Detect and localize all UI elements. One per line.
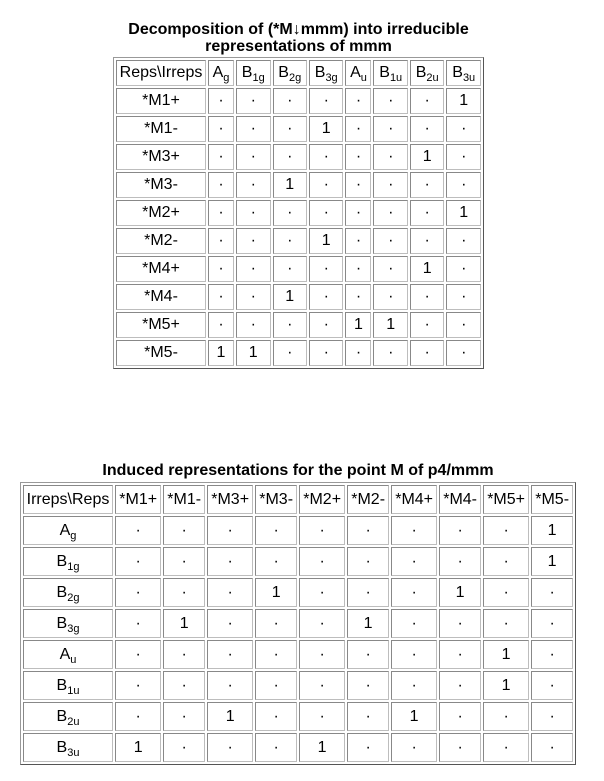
- row-label: [23, 609, 113, 638]
- irrep-subscript: g: [70, 529, 77, 542]
- table-cell: ·: [236, 284, 270, 310]
- table-cell: ·: [373, 144, 407, 170]
- table-cell: 1: [446, 200, 481, 226]
- column-header: [236, 60, 270, 86]
- irrep-base: B: [56, 738, 68, 756]
- irrep-base: A: [212, 64, 224, 81]
- table-cell: ·: [410, 172, 444, 198]
- table-cell: ·: [273, 116, 307, 142]
- table-cell: ·: [345, 200, 371, 226]
- table-cell: ·: [299, 671, 345, 700]
- table-cell: ·: [446, 256, 481, 282]
- table-cell: ·: [345, 172, 371, 198]
- table-cell: ·: [483, 547, 529, 576]
- table-cell: ·: [347, 733, 389, 762]
- table-cell: ·: [273, 144, 307, 170]
- table-cell: ·: [483, 702, 529, 731]
- table-cell: ·: [299, 609, 345, 638]
- table-cell: 1: [345, 312, 371, 338]
- table-row: [23, 702, 573, 731]
- table-cell: 1: [207, 702, 253, 731]
- table-cell: 1: [115, 733, 161, 762]
- table-cell: ·: [309, 88, 343, 114]
- table-cell: ·: [255, 516, 297, 545]
- table-cell: ·: [208, 312, 234, 338]
- table-cell: ·: [208, 116, 234, 142]
- table-cell: ·: [531, 733, 573, 762]
- table-cell: ·: [446, 228, 481, 254]
- table-cell: ·: [207, 733, 253, 762]
- table-cell: 1: [299, 733, 345, 762]
- row-label: *M5+: [116, 312, 206, 338]
- table-cell: ·: [309, 172, 343, 198]
- column-header: [309, 60, 343, 86]
- column-header: [208, 60, 234, 86]
- table-cell: ·: [309, 144, 343, 170]
- column-header: *M3+: [207, 485, 253, 514]
- table-cell: ·: [446, 144, 481, 170]
- table-cell: ·: [163, 578, 205, 607]
- table-header-row: [116, 60, 481, 86]
- table-cell: ·: [309, 200, 343, 226]
- table-row: [23, 516, 573, 545]
- table-cell: 1: [163, 609, 205, 638]
- column-header: *M3-: [255, 485, 297, 514]
- table-cell: ·: [483, 578, 529, 607]
- table-cell: ·: [236, 312, 270, 338]
- row-label: *M3-: [116, 172, 206, 198]
- table-cell: ·: [115, 702, 161, 731]
- row-label: *M1-: [116, 116, 206, 142]
- table-cell: ·: [208, 228, 234, 254]
- column-header: *M4-: [439, 485, 481, 514]
- table-cell: ·: [115, 609, 161, 638]
- table-cell: ·: [439, 702, 481, 731]
- table-cell: ·: [207, 609, 253, 638]
- table-cell: ·: [347, 702, 389, 731]
- table-row: [23, 547, 573, 576]
- table-cell: ·: [439, 547, 481, 576]
- row-label: *M4+: [116, 256, 206, 282]
- table-cell: ·: [207, 516, 253, 545]
- table-cell: ·: [531, 578, 573, 607]
- table-row: [116, 144, 481, 170]
- table-cell: ·: [208, 172, 234, 198]
- table-cell: ·: [115, 547, 161, 576]
- table-cell: 1: [410, 256, 444, 282]
- irrep-base: B: [56, 583, 68, 601]
- table-cell: 1: [410, 144, 444, 170]
- table-cell: ·: [483, 733, 529, 762]
- table-cell: 1: [309, 116, 343, 142]
- table-cell: ·: [208, 284, 234, 310]
- table-cell: ·: [446, 284, 481, 310]
- table-row: [116, 284, 481, 310]
- table-cell: ·: [391, 578, 437, 607]
- irrep-subscript: 2u: [67, 715, 80, 728]
- table-cell: ·: [236, 116, 270, 142]
- table-cell: ·: [347, 516, 389, 545]
- table-cell: ·: [163, 640, 205, 669]
- table-cell: 1: [309, 228, 343, 254]
- table-cell: ·: [531, 702, 573, 731]
- irrep-base: A: [59, 645, 71, 663]
- table-cell: ·: [207, 578, 253, 607]
- table-header-row: [23, 485, 573, 514]
- irrep-base: A: [350, 64, 361, 81]
- row-label: *M1+: [116, 88, 206, 114]
- irrep-subscript: 3g: [325, 72, 338, 84]
- column-header: *M5-: [531, 485, 573, 514]
- table-cell: 1: [347, 609, 389, 638]
- table-cell: ·: [410, 340, 444, 366]
- row-label: *M2-: [116, 228, 206, 254]
- table-row: [23, 671, 573, 700]
- table-cell: ·: [410, 284, 444, 310]
- table-cell: ·: [439, 671, 481, 700]
- table-cell: ·: [347, 578, 389, 607]
- irrep-base: B: [314, 64, 326, 81]
- table-cell: 1: [255, 578, 297, 607]
- table-row: [23, 640, 573, 669]
- irrep-subscript: g: [223, 72, 230, 84]
- table-cell: ·: [373, 284, 407, 310]
- table-cell: ·: [345, 284, 371, 310]
- row-label: [23, 547, 113, 576]
- irrep-base: B: [415, 64, 427, 81]
- table-cell: ·: [115, 516, 161, 545]
- table-cell: ·: [446, 340, 481, 366]
- table-cell: ·: [273, 200, 307, 226]
- column-header: [273, 60, 307, 86]
- table-cell: 1: [531, 547, 573, 576]
- table-cell: ·: [207, 640, 253, 669]
- table-cell: ·: [373, 256, 407, 282]
- induced-representations-table: [20, 482, 576, 765]
- table-cell: 1: [236, 340, 270, 366]
- row-label: [23, 671, 113, 700]
- table-cell: ·: [391, 733, 437, 762]
- table-cell: ·: [391, 516, 437, 545]
- irrep-subscript: u: [360, 72, 367, 84]
- irrep-subscript: 1g: [67, 560, 80, 573]
- table-cell: ·: [439, 609, 481, 638]
- table-cell: ·: [299, 640, 345, 669]
- table-cell: ·: [309, 312, 343, 338]
- irrep-subscript: 1g: [252, 72, 265, 84]
- table-row: [116, 116, 481, 142]
- table-cell: ·: [410, 228, 444, 254]
- table-cell: ·: [531, 671, 573, 700]
- decomposition-title-line2: representations of mmm: [205, 38, 392, 55]
- table-cell: 1: [483, 640, 529, 669]
- table-cell: ·: [299, 702, 345, 731]
- table-cell: ·: [439, 640, 481, 669]
- irrep-subscript: 3u: [67, 746, 80, 759]
- table-cell: ·: [236, 172, 270, 198]
- table-cell: ·: [309, 284, 343, 310]
- irrep-subscript: 2u: [426, 72, 439, 84]
- table-cell: 1: [439, 578, 481, 607]
- table-cell: ·: [347, 547, 389, 576]
- table-cell: ·: [115, 671, 161, 700]
- table-row: [23, 609, 573, 638]
- table-cell: ·: [163, 547, 205, 576]
- table-cell: ·: [531, 640, 573, 669]
- table-cell: ·: [373, 88, 407, 114]
- column-header: [345, 60, 371, 86]
- table-cell: ·: [373, 228, 407, 254]
- table-row: [23, 578, 573, 607]
- table-cell: ·: [345, 144, 371, 170]
- column-header: [446, 60, 481, 86]
- table-row: [116, 200, 481, 226]
- irrep-subscript: 3u: [462, 72, 476, 84]
- column-header: *M1+: [115, 485, 161, 514]
- table-cell: ·: [236, 144, 270, 170]
- table-cell: ·: [309, 256, 343, 282]
- table-cell: 1: [391, 702, 437, 731]
- table-row: [116, 228, 481, 254]
- row-label: *M2+: [116, 200, 206, 226]
- table-cell: ·: [208, 88, 234, 114]
- row-label: [23, 702, 113, 731]
- row-label: *M3+: [116, 144, 206, 170]
- table-cell: ·: [207, 671, 253, 700]
- column-header: *M4+: [391, 485, 437, 514]
- table-cell: ·: [273, 340, 307, 366]
- table-cell: ·: [446, 312, 481, 338]
- column-header: [410, 60, 444, 86]
- irrep-base: B: [56, 707, 68, 725]
- table-cell: ·: [255, 702, 297, 731]
- table-cell: ·: [391, 547, 437, 576]
- irrep-base: B: [278, 64, 289, 81]
- column-header: *M2-: [347, 485, 389, 514]
- table-cell: ·: [483, 609, 529, 638]
- irrep-subscript: 2g: [288, 72, 302, 84]
- table-cell: ·: [299, 578, 345, 607]
- table-cell: ·: [347, 671, 389, 700]
- table-cell: ·: [446, 116, 481, 142]
- table-row: [116, 172, 481, 198]
- table-cell: ·: [345, 88, 371, 114]
- row-label: *M5-: [116, 340, 206, 366]
- table-cell: ·: [273, 88, 307, 114]
- table-cell: ·: [410, 116, 444, 142]
- table-cell: 1: [273, 172, 307, 198]
- table-cell: ·: [299, 547, 345, 576]
- irrep-subscript: 3g: [67, 622, 80, 635]
- table-cell: ·: [273, 228, 307, 254]
- table-row: [116, 312, 481, 338]
- table-cell: ·: [309, 340, 343, 366]
- table-cell: ·: [255, 547, 297, 576]
- table-cell: ·: [115, 578, 161, 607]
- table-cell: ·: [410, 312, 444, 338]
- column-header: *M1-: [163, 485, 205, 514]
- table-cell: ·: [207, 547, 253, 576]
- table-cell: ·: [299, 516, 345, 545]
- table-cell: ·: [391, 609, 437, 638]
- column-header: *M5+: [483, 485, 529, 514]
- table-cell: ·: [163, 671, 205, 700]
- irrep-base: B: [56, 614, 68, 632]
- table-cell: ·: [373, 116, 407, 142]
- table-cell: 1: [373, 312, 407, 338]
- irrep-subscript: 1u: [389, 72, 403, 84]
- table-cell: ·: [531, 609, 573, 638]
- irrep-base: A: [59, 521, 71, 539]
- table-cell: 1: [446, 88, 481, 114]
- table-cell: ·: [439, 733, 481, 762]
- table-cell: ·: [391, 671, 437, 700]
- irrep-subscript: 1u: [67, 684, 80, 697]
- table-row: [116, 256, 481, 282]
- induced-representations-title: Induced representations for the point M of p4/mmm: [102, 462, 494, 479]
- table-cell: ·: [345, 116, 371, 142]
- table-cell: ·: [163, 702, 205, 731]
- irrep-subscript: u: [70, 653, 77, 666]
- table-cell: ·: [439, 516, 481, 545]
- table-cell: ·: [345, 256, 371, 282]
- table-cell: ·: [208, 256, 234, 282]
- table-cell: ·: [208, 144, 234, 170]
- table-cell: ·: [345, 228, 371, 254]
- table-cell: ·: [255, 640, 297, 669]
- table-cell: ·: [236, 200, 270, 226]
- table-cell: ·: [255, 609, 297, 638]
- decomposition-table: [113, 57, 484, 369]
- table-row: [116, 88, 481, 114]
- table-cell: ·: [273, 312, 307, 338]
- table-cell: ·: [273, 256, 307, 282]
- table-cell: ·: [163, 516, 205, 545]
- table-cell: 1: [531, 516, 573, 545]
- irrep-subscript: 2g: [67, 591, 80, 604]
- table-cell: ·: [236, 256, 270, 282]
- irrep-base: B: [452, 64, 463, 81]
- table-row: [116, 340, 481, 366]
- table-cell: ·: [391, 640, 437, 669]
- table-cell: 1: [273, 284, 307, 310]
- table-cell: ·: [163, 733, 205, 762]
- table-cell: ·: [345, 340, 371, 366]
- row-label: [23, 733, 113, 762]
- irrep-base: B: [241, 64, 253, 81]
- table-cell: ·: [236, 228, 270, 254]
- table-cell: ·: [236, 88, 270, 114]
- table-cell: ·: [410, 88, 444, 114]
- table-cell: ·: [410, 200, 444, 226]
- row-label: [23, 516, 113, 545]
- row-label: *M4-: [116, 284, 206, 310]
- irrep-base: B: [56, 552, 68, 570]
- table-cell: ·: [446, 172, 481, 198]
- table-cell: ·: [483, 516, 529, 545]
- table-corner-header: Irreps\Reps: [23, 485, 113, 514]
- decomposition-title-line1: Decomposition of (*M↓mmm) into irreducible: [128, 21, 469, 38]
- row-label: [23, 578, 113, 607]
- table-row: [23, 733, 573, 762]
- column-header: *M2+: [299, 485, 345, 514]
- decomposition-title: [113, 21, 484, 55]
- irrep-base: B: [379, 64, 390, 81]
- table-cell: ·: [373, 340, 407, 366]
- table-cell: ·: [373, 172, 407, 198]
- table-cell: ·: [208, 200, 234, 226]
- table-cell: 1: [483, 671, 529, 700]
- table-cell: ·: [255, 671, 297, 700]
- table-cell: ·: [255, 733, 297, 762]
- table-corner-header: Reps\Irreps: [116, 60, 206, 86]
- table-cell: ·: [347, 640, 389, 669]
- irrep-base: B: [56, 676, 68, 694]
- table-cell: 1: [208, 340, 234, 366]
- table-cell: ·: [373, 200, 407, 226]
- column-header: [373, 60, 407, 86]
- row-label: [23, 640, 113, 669]
- table-cell: ·: [115, 640, 161, 669]
